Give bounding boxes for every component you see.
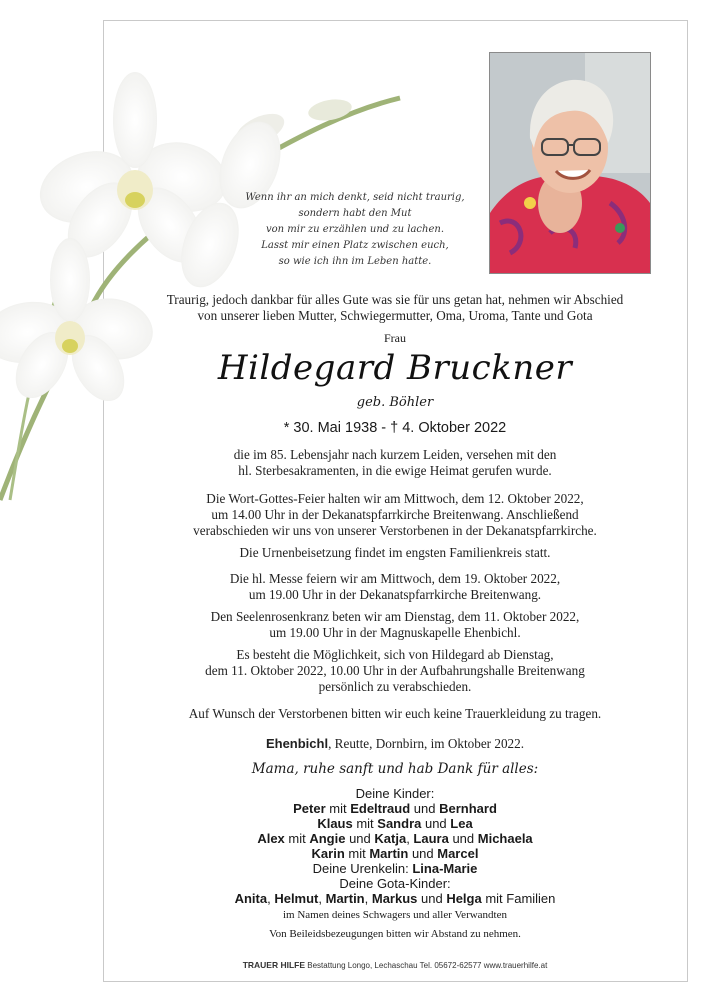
family-row: Anita, Helmut, Martin, Markus und Helga mit Familien [234,891,556,906]
service-line: Die Wort-Gottes-Feier halten wir am Mittwoch, dem 12. Oktober 2022, [206,491,584,506]
footer [130,960,660,970]
viewing-line: Es besteht die Möglichkeit, sich von Hildegard ab Dienstag, [236,647,554,662]
rosary-line: Den Seelenrosenkranz beten wir am Dienstag, dem 11. Oktober 2022, [210,609,580,624]
passing-line: die im 85. Lebensjahr nach kurzem Leiden, versehen mit den [233,447,557,462]
passing-line: hl. Sterbesakramenten, in die ewige Heimat gerufen wurde. [238,463,552,478]
portrait-photo [489,52,651,274]
salutation: Frau [384,331,406,345]
life-dates: * 30. Mai 1938 - † 4. Oktober 2022 [283,420,507,436]
family-row: Karin mit Martin und Marcel [311,846,479,861]
family-list [130,786,660,923]
great-grandchild-row: Deine Urenkelin: Lina-Marie [312,861,478,876]
poem [230,190,480,270]
intro-text [130,292,660,324]
birth-name: geb. Böhler [356,395,434,410]
family-row: Peter mit Edeltraud und Bernhard [293,801,497,816]
deceased-name: Hildegard Bruckner [217,348,573,388]
footer-brand: TRAUER HILFE [242,960,306,970]
service-text [130,491,660,539]
poem-line: Lasst mir einen Platz zwischen euch, [261,240,449,251]
mass-line: um 19.00 Uhr in der Dekanatspfarrkirche Breitenwang. [248,587,542,602]
family-row: Alex mit Angie und Katja, Laura und Michaela [257,831,533,846]
service-line: verabschieden wir uns von unserer Verstorbenen in der Dekanatspfarrkirche. [193,523,597,538]
motto: Mama, ruhe sanft und hab Dank für alles: [251,761,539,777]
gota-label: Deine Gota-Kinder: [339,876,451,891]
intro-line: von unserer lieben Mutter, Schwiegermutter, Oma, Uroma, Tante und Gota [197,308,593,323]
intro-line: Traurig, jedoch dankbar für alles Gute was sie für uns getan hat, nehmen wir Abschied [166,292,624,307]
poem-line: von mir zu erzählen und zu lachen. [265,224,444,235]
footer-text: Bestattung Longo, Lechaschau Tel. 05672-62577 www.trauerhilfe.at [305,961,548,970]
viewing-text [130,647,660,695]
viewing-line: persönlich zu verabschieden. [318,679,472,694]
poem-line: sondern habt den Mut [298,208,412,219]
family-row: Klaus mit Sandra und Lea [317,816,473,831]
passing-text [130,447,660,479]
place-rest: , Reutte, Dornbirn, im Oktober 2022. [328,736,525,751]
mass-text [130,571,660,603]
rosary-text [130,609,660,641]
dress-wish-text: Auf Wunsch der Verstorbenen bitten wir euch keine Trauerkleidung zu tragen. [188,706,602,721]
urn-text: Die Urnenbeisetzung findet im engsten Familienkreis statt. [239,545,551,560]
relatives-line: im Namen deines Schwagers und aller Verwandten [282,909,507,921]
orchid-illustration [0,40,420,510]
service-line: um 14.00 Uhr in der Dekanatspfarrkirche Breitenwang. Anschließend [211,507,579,522]
poem-line: Wenn ihr an mich denkt, seid nicht traurig, [245,192,465,203]
place-first: Ehenbichl [265,736,329,751]
poem-line: so wie ich ihn im Leben hatte. [278,256,432,267]
condolence-note: Von Beileidsbezeugungen bitten wir Abstand zu nehmen. [269,928,521,940]
viewing-line: dem 11. Oktober 2022, 10.00 Uhr in der Aufbahrungshalle Breitenwang [205,663,585,678]
place-date-line [130,736,660,752]
mass-line: Die hl. Messe feiern wir am Mittwoch, dem 19. Oktober 2022, [229,571,561,586]
rosary-line: um 19.00 Uhr in der Magnuskapelle Ehenbichl. [269,625,521,640]
children-label: Deine Kinder: [355,786,435,801]
